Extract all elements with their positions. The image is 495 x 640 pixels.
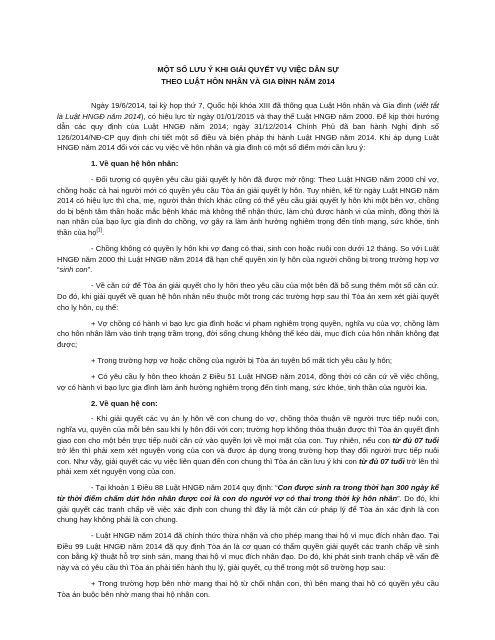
section-2-paragraph-1-emphasis-2: từ đủ 07 tuổi [359,456,405,466]
intro-paragraph [57,101,439,154]
section-2-paragraph-1-emphasis-1: từ đủ 07 tuổi [392,435,439,445]
title-line-2: THEO LUẬT HÔN NHÂN VÀ GIA ĐÌNH NĂM 2014 [161,76,335,86]
section-2-paragraph-2-c: ”. Do đó, khi giải quyết các tranh chấp về việc xác định con chung thì đây là một căn cứ pháp lý để Tòa án xác định là con chung hay không phải là con chung. [57,494,439,525]
section-2-paragraph-1-c: trở lên thì phải xem xét nguyện vọng của con và được áp dụng trong trường hợp thay đổi người trực tiếp nuôi con. Như vậy, giải quyết các vụ việc liên quan đến con chung thì Tòa án cần lưu ý khi con [57,446,439,466]
section-1-paragraph-2-a: - Chồng không có quyền ly hôn khi vợ đang có thai, sinh con hoặc nuôi con dưới 12 tháng. So với Luật HNGĐ năm 2000 thì Luật HNGĐ năm 2014 đã hạn chế quyền xin ly hôn của người chồng bị trong trường hợp vợ “ [57,244,439,275]
footnote-link[interactable]: [1] [96,227,103,234]
intro-abbrev: viết tắt là Luật HNGĐ năm 2014 [57,101,439,121]
title-line-1: MỘT SỐ LƯU Ý KHI GIẢI QUYẾT VỤ VIỆC DÂN SỰ [157,65,339,74]
section-1-paragraph-2 [57,244,439,276]
section-2-paragraph-1-e: trở lên thì phải xem xét nguyện vọng của con. [57,456,440,477]
section-2-paragraph-4: + Trong trường hợp bên nhờ mang thai hộ từ chối nhận con, thì bên mang thai hộ có quyền yêu cầu Tòa án buộc bên nhờ mang thai hộ nhận con. [57,579,439,599]
section-2-paragraph-3: - Luật HNGĐ năm 2014 đã chính thức thừa nhận và cho phép mang thai hộ vì mục đích nhân đạo. Tại Điều 99 Luật HNGĐ năm 2014 đã quy định Tòa án là cơ quan có thẩm quyền giải quyết các tranh chấp về sinh con bằng kỹ thuật hỗ trợ sinh sản, mang thai hộ vì mục đích nhân đạo. Do đó, khi phát sinh tranh chấp về vấn đề này và có yêu cầu thì Tòa án phải tiến hành thụ lý, giải quyết, cụ thể trong một số trường hợp sau: [57,531,439,573]
section-1-paragraph-6: + Có yêu cầu ly hôn theo khoản 2 Điều 51 Luật HNGĐ năm 2014, đồng thời có căn cứ về việc chồng, vợ có hành vi bạo lực gia đình làm ảnh hưởng nghiêm trọng đến tính mạng, sức khỏe, tinh thần của người kia. [57,372,439,392]
section-2-heading: 2. Về quan hệ con: [91,398,158,408]
section-1-heading: 1. Về quan hệ hôn nhân: [91,159,179,169]
section-1-paragraph-4: + Vợ chồng có hành vi bạo lực gia đình hoặc vi phạm nghiêm trọng quyền, nghĩa vụ của vợ, chồng làm cho hôn nhân lâm vào tình trạng trầm trọng, đời sống chung không thể kéo dài, mục đích của hôn nhân không đạt được; [57,318,439,349]
section-1-paragraph-1 [57,175,439,239]
intro-text-c: ), có hiệu lực từ ngày 01/01/2015 và thay thế Luật HNGĐ năm 2000. Để kịp thời hướng dẫn các quy định của Luật HNGĐ năm 2014; ngày 31/12/2014 Chính Phủ đã ban hành Nghị định số 126/2014/NĐ-CP quy định chi tiết một số điều và biện pháp thi hành Luật HNGĐ năm 2014. Khi áp dụng Luật HNGĐ năm 2014 đối với các vụ việc về hôn nhân và gia đình có một số điểm mới cần lưu ý: [57,111,440,153]
section-1-paragraph-2-c: ”. [87,265,93,275]
document-title [57,64,439,87]
intro-text-a: Ngày 19/6/2014, tại kỳ họp thứ 7, Quốc hội khóa XIII đã thông qua Luật Hôn nhân và Gia đình ( [91,101,417,110]
section-1-paragraph-5: + Trong trường hợp vợ hoặc chồng của người bị Tòa án tuyên bố mất tích yêu cầu ly hôn; [91,355,392,365]
section-1-paragraph-2-quote: sinh con [59,265,88,275]
section-2-paragraph-1 [57,414,439,478]
section-2-paragraph-2-quote: Con được sinh ra trong thời hạn 300 ngày kể từ thời điểm chấm dứt hôn nhân được coi là con do người vợ có thai trong thời kỳ hôn nhân [57,483,439,503]
section-2-paragraph-2-a: - Tại khoản 1 Điều 88 Luật HNGĐ năm 2014 quy định: “ [91,483,278,493]
section-1-paragraph-1-text: - Đối tượng có quyền yêu cầu giải quyết ly hôn đã được mở rộng: Theo Luật HNGĐ năm 2000 chỉ vợ, chồng hoặc cả hai người mới có quyền yêu cầu Tòa án giải quyết ly hôn. Tuy nhiên, kể từ ngày Luật HNGĐ năm 2014 có hiệu lực thì cha, mẹ, người thân thích khác cũng có thể yêu cầu giải quyết ly hôn khi một bên vợ, chồng do bị bệnh tâm thần hoặc mắc bệnh khác mà không thể nhận thức, làm chủ được hành vi của mình, đồng thời là nạn nhân của bạo lực gia đình do chồng, vợ gây ra làm ảnh hưởng nghiêm trọng đến tính mạng, sức khỏe, tinh thần của họ [57,175,439,238]
section-1-paragraph-1-end: . [102,228,105,238]
section-2-paragraph-2 [57,483,439,525]
section-1-paragraph-3: - Về căn cứ để Tòa án giải quyết cho ly hôn theo yêu cầu của một bên đã bổ sung thêm một số căn cứ. Do đó, khi giải quyết về quan hệ hôn nhân nếu thuộc một trong các trường hợp sau thì Tòa án xem xét giải quyết cho ly hôn, cụ thể: [57,281,439,312]
section-2-paragraph-1-a: - Khi giải quyết các vụ án ly hôn về con chung do vợ, chồng thỏa thuận về người trực tiếp nuôi con, nghĩa vụ, quyền của mỗi bên sau khi ly hôn đối với con; trường hợp không thỏa thuận được thì Tòa án quyết định giao con cho một bên trực tiếp nuôi căn cứ vào quyền lợi về mọi mặt của con. Tuy nhiên, nếu con [57,414,439,445]
